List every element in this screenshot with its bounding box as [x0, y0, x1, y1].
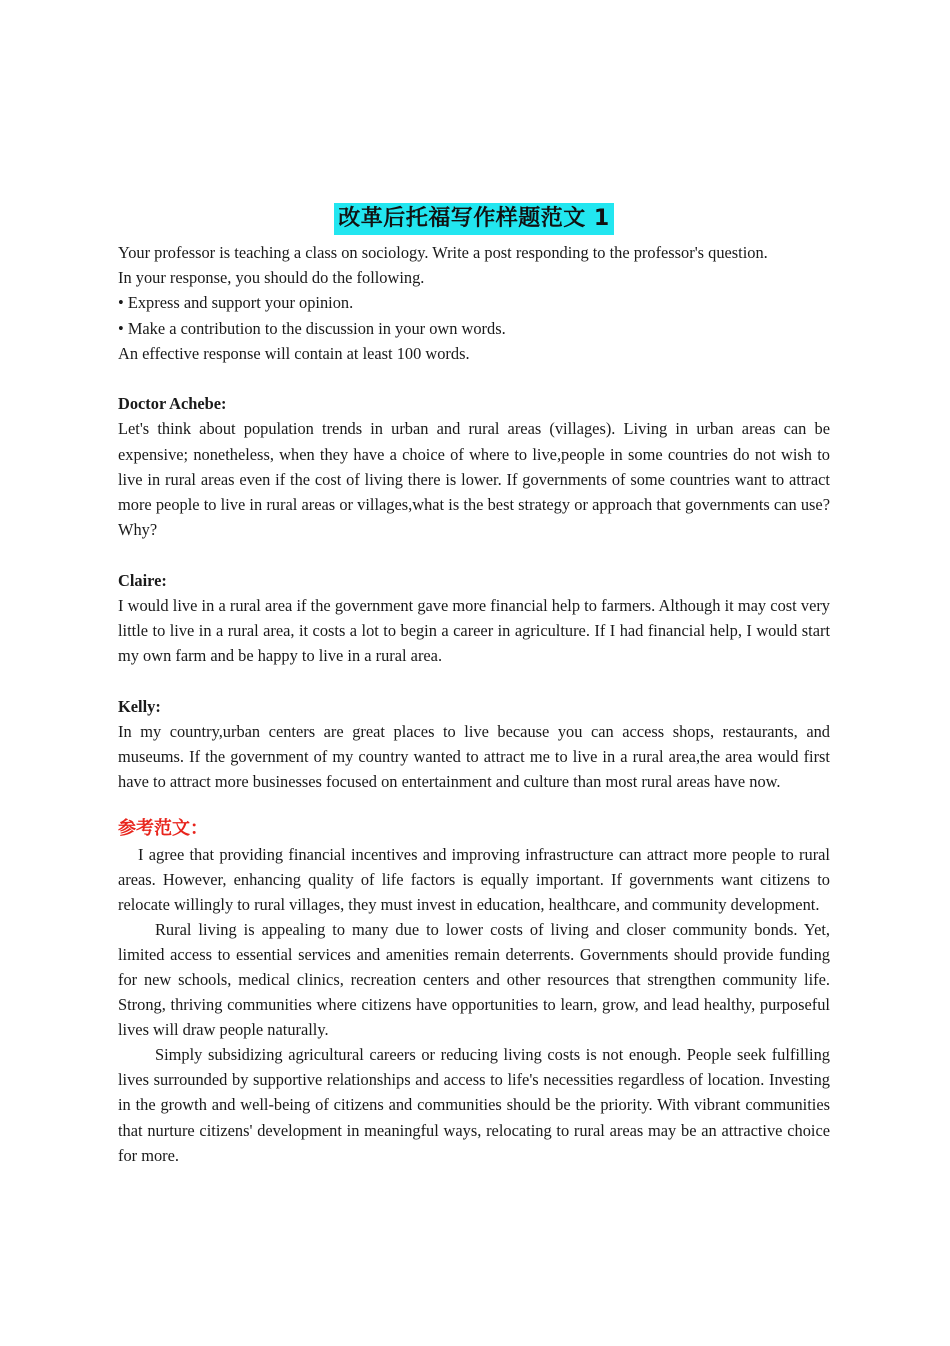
prompt-line: Your professor is teaching a class on sociology. Write a post responding to the professor's question. — [118, 243, 768, 262]
prompt-bullet: • Express and support your opinion. — [118, 293, 354, 313]
prompt-line: An effective response will contain at least 100 words. — [118, 343, 470, 363]
spacer — [118, 794, 830, 812]
student-post-claire — [118, 568, 830, 669]
essay-paragraph: Rural living is appealing to many due to lower costs of living and closer community bonds. Yet, limited access to essential services and amenities remain deterrents. Governments should provide funding for new schools, medical clinics, recreation centers and other resources that strengthen community life. Strong, thriving communities where citizens have opportunities to learn, grow, and lead healthy, purposeful lives will draw people naturally. — [118, 919, 830, 1040]
professor-text: Let's think about population trends in urban and rural areas (villages). Living in urban areas can be expensive; nonetheless, when they have a choice of where to live,people in some countries do not wish to live in rural areas even if the cost of living there is lower. If governments of some countries want to attract more people to live in rural areas or villages,what is the best strategy or approach that governments can use? Why? — [118, 419, 830, 540]
essay-paragraph: I agree that providing financial incentives and improving infrastructure can attract more people to rural areas. However, enhancing quality of life factors is equally important. If governments want citizens to relocate willingly to rural villages, they must invest in education, healthcare, and community development. — [118, 844, 830, 914]
student-text: In my country,urban centers are great places to live because you can access shops, restaurants, and museums. If the government of my country wanted to attract me to live in a rural area,the area would first have to attract more businesses focused on entertainment and culture than most rural areas have now. — [118, 721, 830, 792]
prompt-bullet: • Make a contribution to the discussion in your own words. — [118, 318, 506, 338]
prompt-line: In your response, you should do the following. — [118, 268, 425, 288]
prompt-section — [118, 240, 830, 366]
reference-heading: 参考范文： — [118, 818, 208, 840]
document-page — [118, 203, 830, 1168]
professor-name: Doctor Achebe: — [118, 394, 227, 414]
professor-post — [118, 391, 830, 542]
spacer — [118, 668, 830, 693]
page-title: 改革后托福写作样题范文 1 — [334, 203, 613, 235]
reference-essay — [118, 816, 830, 1167]
title-block — [118, 203, 830, 239]
student-name: Claire: — [118, 570, 167, 590]
student-name: Kelly: — [118, 696, 161, 716]
spacer — [118, 366, 830, 391]
spacer — [118, 542, 830, 567]
essay-paragraph: Simply subsidizing agricultural careers or reducing living costs is not enough. People seek fulfilling lives surrounded by supportive relationships and access to life's necessities regardless of location. Investing in the growth and well-being of citizens and communities should be the priority. With vibrant communities that nurture citizens' development in meaningful ways, relocating to rural areas may be an attractive choice for more. — [118, 1045, 830, 1165]
student-post-kelly — [118, 694, 830, 795]
student-text: I would live in a rural area if the government gave more financial help to farmers. Although it may cost very little to live in a rural area, it costs a lot to begin a career in agriculture. If I had financial help, I would start my own farm and be happy to live in a rural area. — [118, 595, 830, 666]
